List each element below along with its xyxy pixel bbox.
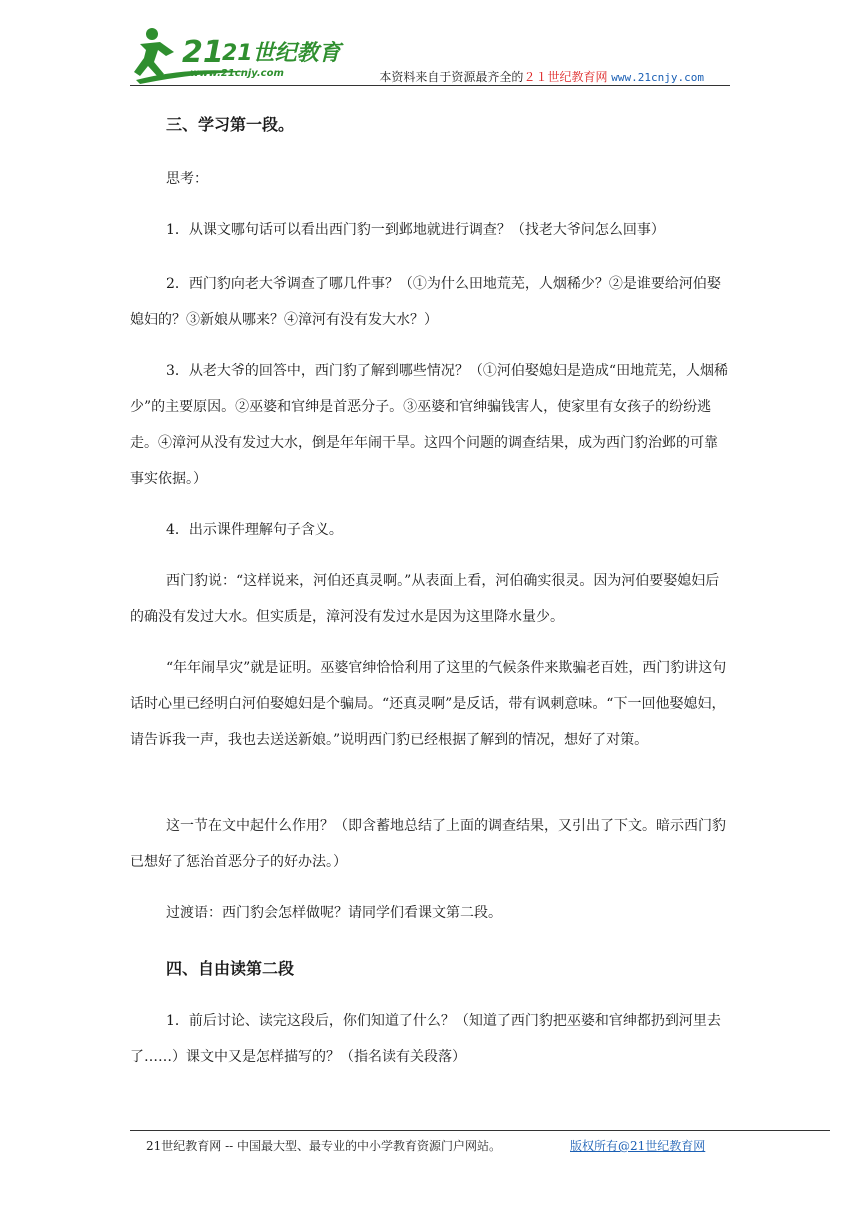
paragraph-transition: 过渡语：西门豹会怎样做呢？请同学们看课文第二段。: [166, 905, 502, 921]
footer-divider: [130, 1130, 830, 1131]
logo-title: 21世纪教育: [222, 41, 341, 66]
paragraph-think: 思考：: [166, 171, 208, 187]
site-logo[interactable]: [130, 22, 360, 86]
footer-text: 21世纪教育网 -- 中国最大型、最专业的中小学教育资源门户网站。: [146, 1139, 502, 1153]
logo-url: www.21cnjy.com: [190, 68, 284, 79]
tagline-prefix: 本资料来自于资源最齐全的: [379, 70, 524, 84]
svg-text:21: 21: [182, 35, 224, 70]
paragraph-function: 这一节在文中起什么作用？（即含蓄地总结了上面的调查结果，又引出了下文。暗示西门豹已想好了惩治首恶分子的好办法。）: [130, 818, 726, 870]
tagline-url[interactable]: www.21cnjy.com: [611, 71, 704, 84]
tagline-brand: ２１世纪教育网: [523, 70, 608, 84]
paragraph-q1: 1．从课文哪句话可以看出西门豹一到邺地就进行调查？（找老大爷问怎么回事）: [166, 222, 665, 238]
copyright-link[interactable]: 版权所有@21世纪教育网: [570, 1139, 706, 1153]
section-heading-3: 三、学习第一段。: [166, 115, 295, 134]
page-footer: [146, 1137, 706, 1154]
paragraph-q4: 4．出示课件理解句子含义。: [166, 522, 343, 538]
paragraph-q2: 2．西门豹向老大爷调查了哪几件事？（①为什么田地荒芜，人烟稀少？②是谁要给河伯娶媳妇的？③新娘从哪来？④漳河有没有发大水？）: [130, 276, 721, 328]
header-divider: [130, 85, 730, 86]
page-header: [130, 22, 730, 86]
paragraph-q5: 1．前后讨论、读完这段后，你们知道了什么？（知道了西门豹把巫婆和官绅都扔到河里去了……）课文中又是怎样描写的？（指名读有关段落）: [130, 1013, 721, 1065]
header-tagline: [379, 68, 704, 85]
paragraph-explain-2: “年年闹旱灾”就是证明。巫婆官绅恰恰利用了这里的气候条件来欺骗老百姓，西门豹讲这句话时心里已经明白河伯娶媳妇是个骗局。“还真灵啊”是反话，带有讽刺意味。“下一回他娶媳妇，请告诉我一声，我也去送送新娘。”说明西门豹已经根据了解到的情况，想好了对策。: [130, 660, 727, 748]
paragraph-q3: 3．从老大爷的回答中，西门豹了解到哪些情况？（①河伯娶媳妇是造成“田地荒芜，人烟稀少”的主要原因。②巫婆和官绅是首恶分子。③巫婆和官绅骗钱害人，使家里有女孩子的纷纷逃走。④漳河从没有发过大水，倒是年年闹干旱。这四个问题的调查结果，成为西门豹治邺的可靠事实依据。）: [130, 363, 729, 487]
logo-graphic: [130, 22, 360, 86]
paragraph-explain-1: 西门豹说：“这样说来，河伯还真灵啊。”从表面上看，河伯确实很灵。因为河伯要娶媳妇后的确没有发过大水。但实质是，漳河没有发过水是因为这里降水量少。: [130, 573, 720, 625]
section-heading-4: 四、自由读第二段: [166, 959, 295, 978]
